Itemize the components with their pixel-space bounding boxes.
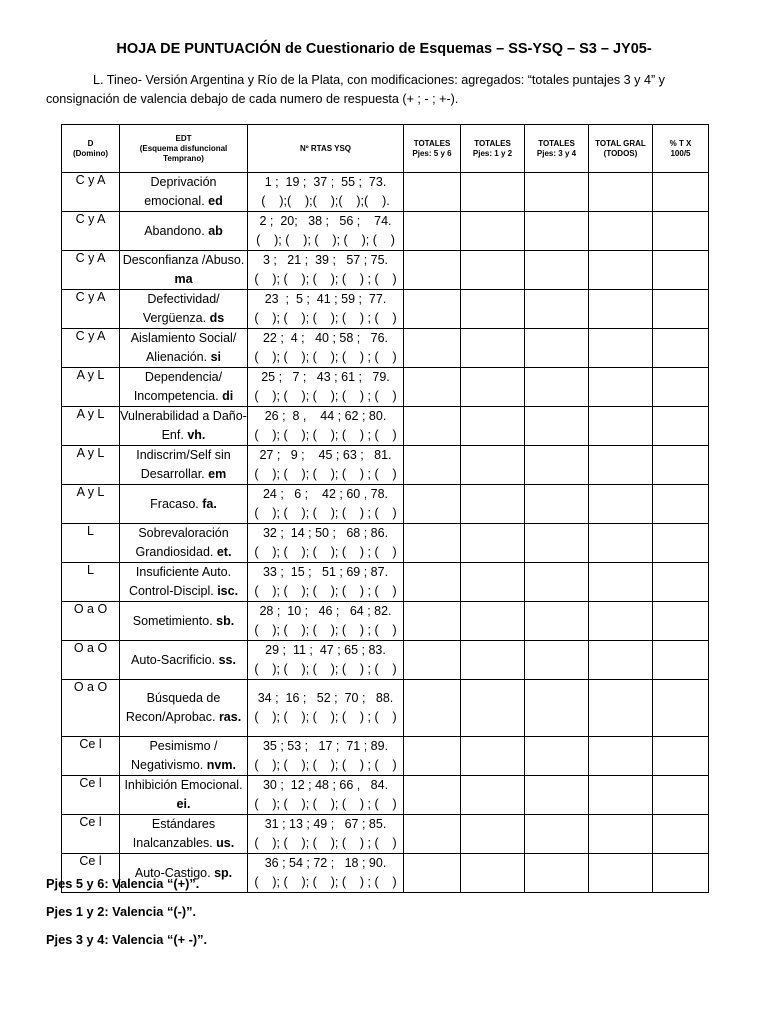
domain-cell: C y A (62, 173, 120, 212)
table-row (62, 368, 709, 407)
total-gral-cell[interactable] (589, 485, 653, 524)
valence-blanks[interactable]: ( ); ( ); ( ); ( ) ; ( ) (254, 272, 397, 286)
schema-abbr: ras. (218, 710, 242, 724)
header-totales-1-2: TOTALES Pjes: 1 y 2 (461, 125, 525, 173)
percent-cell[interactable] (653, 602, 709, 641)
response-numbers: 25 ; 7 ; 43 ; 61 ; 79. (261, 370, 390, 384)
schema-abbr: ds (209, 311, 225, 325)
schema-cell (120, 485, 248, 524)
total-1-2-cell[interactable] (461, 251, 525, 290)
table-row (62, 212, 709, 251)
responses-cell (248, 854, 404, 893)
total-gral-cell[interactable] (589, 680, 653, 737)
total-5-6-cell[interactable] (404, 251, 461, 290)
total-3-4-cell[interactable] (525, 368, 589, 407)
response-numbers: 34 ; 16 ; 52 ; 70 ; 88. (257, 691, 394, 705)
table-row (62, 524, 709, 563)
percent-cell[interactable] (653, 524, 709, 563)
total-3-4-cell[interactable] (525, 446, 589, 485)
response-numbers: 35 ; 53 ; 17 ; 71 ; 89. (262, 739, 389, 753)
responses-cell (248, 641, 404, 680)
total-3-4-cell[interactable] (525, 680, 589, 737)
schema-cell (120, 368, 248, 407)
schema-name: Abandono. (144, 223, 205, 238)
table-row (62, 602, 709, 641)
schema-abbr: em (208, 467, 227, 481)
total-5-6-cell[interactable] (404, 290, 461, 329)
table-row (62, 173, 709, 212)
response-numbers: 24 ; 6 ; 42 ; 60 , 78. (262, 487, 389, 501)
schema-abbr: di (222, 389, 234, 403)
total-gral-cell[interactable] (589, 290, 653, 329)
total-3-4-cell[interactable] (525, 485, 589, 524)
total-5-6-cell[interactable] (404, 854, 461, 893)
total-5-6-cell[interactable] (404, 602, 461, 641)
responses-cell (248, 251, 404, 290)
responses-cell (248, 737, 404, 776)
schema-name: Pesimismo / Negativismo. (131, 739, 218, 772)
schema-cell (120, 641, 248, 680)
total-3-4-cell[interactable] (525, 776, 589, 815)
domain-cell: C y A (62, 212, 120, 251)
total-3-4-cell[interactable] (525, 563, 589, 602)
total-3-4-cell[interactable] (525, 602, 589, 641)
total-1-2-cell[interactable] (461, 737, 525, 776)
responses-cell (248, 680, 404, 737)
valence-blanks[interactable]: ( ); ( ); ( ); ( ) ; ( ) (254, 350, 397, 364)
percent-cell[interactable] (653, 173, 709, 212)
schema-cell (120, 737, 248, 776)
total-5-6-cell[interactable] (404, 446, 461, 485)
schema-name: Desconfianza /Abuso. (122, 253, 245, 267)
schema-cell (120, 446, 248, 485)
total-5-6-cell[interactable] (404, 776, 461, 815)
schema-cell (120, 212, 248, 251)
response-numbers: 22 ; 4 ; 40 ; 58 ; 76. (262, 331, 389, 345)
responses-cell (248, 407, 404, 446)
response-numbers: 3 ; 21 ; 39 ; 57 ; 75. (262, 253, 389, 267)
percent-cell[interactable] (653, 641, 709, 680)
schema-cell (120, 407, 248, 446)
table-row (62, 737, 709, 776)
total-5-6-cell[interactable] (404, 563, 461, 602)
valence-blanks[interactable]: ( );( );( );( );( ). (261, 194, 390, 208)
schema-name: Inhibición Emocional. (124, 778, 243, 792)
domain-cell: O a O (62, 641, 120, 680)
schema-name: Indiscrim/Self sin Desarrollar. (136, 448, 231, 481)
domain-cell: C y A (62, 251, 120, 290)
valence-blanks[interactable]: ( ); ( ); ( ); ( ) ; ( ) (254, 428, 397, 442)
total-gral-cell[interactable] (589, 212, 653, 251)
schema-cell (120, 815, 248, 854)
schema-abbr: ei. (176, 797, 191, 811)
intro-paragraph: L. Tineo- Versión Argentina y Río de la Plata, con modificaciones: agregados: “totales puntajes 3 y 4” y consignación de valencia debajo de cada numero de respuesta (+ ; - ; +-). (46, 73, 665, 106)
total-gral-cell[interactable] (589, 524, 653, 563)
domain-cell: C y A (62, 290, 120, 329)
table-row (62, 407, 709, 446)
percent-cell[interactable] (653, 815, 709, 854)
schema-abbr: sp. (214, 865, 233, 880)
table-row (62, 329, 709, 368)
total-5-6-cell[interactable] (404, 212, 461, 251)
total-5-6-cell[interactable] (404, 641, 461, 680)
percent-cell[interactable] (653, 329, 709, 368)
table-row (62, 776, 709, 815)
responses-cell (248, 212, 404, 251)
percent-cell[interactable] (653, 563, 709, 602)
response-numbers: 32 ; 14 ; 50 ; 68 ; 86. (262, 526, 389, 540)
total-1-2-cell[interactable] (461, 368, 525, 407)
total-1-2-cell[interactable] (461, 524, 525, 563)
total-5-6-cell[interactable] (404, 485, 461, 524)
header-percent: % T X 100/5 (653, 125, 709, 173)
responses-cell (248, 173, 404, 212)
total-3-4-cell[interactable] (525, 251, 589, 290)
schema-abbr: vh. (187, 428, 206, 442)
table-row (62, 290, 709, 329)
responses-cell (248, 524, 404, 563)
domain-cell: Ce l (62, 815, 120, 854)
response-numbers: 1 ; 19 ; 37 ; 55 ; 73. (264, 175, 387, 189)
valence-blanks[interactable]: ( ); ( ); ( ); ( ) ; ( ) (254, 467, 397, 481)
header-edt: EDT (Esquema disfuncional Temprano) (120, 125, 248, 173)
total-1-2-cell[interactable] (461, 641, 525, 680)
total-1-2-cell[interactable] (461, 854, 525, 893)
responses-cell (248, 485, 404, 524)
table-row (62, 815, 709, 854)
header-total-gral: TOTAL GRAL (TODOS) (589, 125, 653, 173)
total-3-4-cell[interactable] (525, 524, 589, 563)
domain-cell: A y L (62, 446, 120, 485)
total-5-6-cell[interactable] (404, 329, 461, 368)
response-numbers: 29 ; 11 ; 47 ; 65 ; 83. (265, 643, 386, 657)
schema-cell (120, 680, 248, 737)
total-3-4-cell[interactable] (525, 290, 589, 329)
domain-cell: A y L (62, 485, 120, 524)
schema-abbr: ed (208, 194, 223, 208)
percent-cell[interactable] (653, 737, 709, 776)
total-gral-cell[interactable] (589, 329, 653, 368)
schema-name: Auto-Sacrificio. (131, 652, 216, 667)
response-numbers: 36 ; 54 ; 72 ; 18 ; 90. (264, 856, 387, 870)
total-5-6-cell[interactable] (404, 407, 461, 446)
total-gral-cell[interactable] (589, 368, 653, 407)
valence-blanks[interactable]: ( ); ( ); ( ); ( ) ; ( ) (254, 758, 397, 772)
total-1-2-cell[interactable] (461, 815, 525, 854)
response-numbers: 31 ; 13 ; 49 ; 67 ; 85. (264, 817, 387, 831)
total-gral-cell[interactable] (589, 563, 653, 602)
valence-blanks[interactable]: ( ); ( ); ( ); ( ) ; ( ) (254, 797, 397, 811)
schema-name: Auto-Castigo. (134, 865, 211, 880)
domain-cell: Ce l (62, 737, 120, 776)
total-gral-cell[interactable] (589, 737, 653, 776)
schema-abbr: et. (216, 545, 232, 559)
schema-name: Vulnerabilidad a Daño- Enf. (120, 409, 247, 442)
total-5-6-cell[interactable] (404, 368, 461, 407)
schema-cell (120, 776, 248, 815)
domain-cell: O a O (62, 602, 120, 641)
percent-cell[interactable] (653, 776, 709, 815)
domain-cell: Ce l (62, 854, 120, 893)
total-1-2-cell[interactable] (461, 680, 525, 737)
valence-blanks[interactable]: ( ); ( ); ( ); ( ); ( ) (256, 233, 395, 247)
total-gral-cell[interactable] (589, 407, 653, 446)
percent-cell[interactable] (653, 485, 709, 524)
total-5-6-cell[interactable] (404, 815, 461, 854)
total-1-2-cell[interactable] (461, 212, 525, 251)
schema-abbr: ss. (218, 652, 236, 667)
total-gral-cell[interactable] (589, 446, 653, 485)
total-3-4-cell[interactable] (525, 854, 589, 893)
schema-abbr: ab (208, 223, 223, 238)
total-1-2-cell[interactable] (461, 563, 525, 602)
total-5-6-cell[interactable] (404, 680, 461, 737)
score-table (61, 124, 709, 893)
response-numbers: 27 ; 9 ; 45 ; 63 ; 81. (259, 448, 392, 462)
responses-cell (248, 815, 404, 854)
header-rtas: Nº RTAS YSQ (248, 125, 404, 173)
domain-cell: Ce l (62, 776, 120, 815)
total-3-4-cell[interactable] (525, 329, 589, 368)
total-1-2-cell[interactable] (461, 446, 525, 485)
schema-name: Fracaso. (150, 496, 199, 511)
total-gral-cell[interactable] (589, 251, 653, 290)
total-gral-cell[interactable] (589, 776, 653, 815)
table-row (62, 680, 709, 737)
valence-blanks[interactable]: ( ); ( ); ( ); ( ) ; ( ) (254, 662, 397, 676)
schema-name: Deprivación emocional. (144, 175, 217, 208)
schema-name: Aislamiento Social/ Alienación. (130, 331, 237, 364)
table-row (62, 446, 709, 485)
responses-cell (248, 290, 404, 329)
schema-abbr: isc. (217, 584, 239, 598)
domain-cell: L (62, 524, 120, 563)
schema-abbr: us. (216, 836, 235, 850)
schema-cell (120, 563, 248, 602)
schema-name: Estándares Inalcanzables. (132, 817, 216, 850)
schema-cell (120, 251, 248, 290)
note-pjes-3-4: Pjes 3 y 4: Valencia “(+ -)”. (46, 932, 208, 947)
schema-name: Defectividad/ Vergüenza. (142, 292, 220, 325)
total-3-4-cell[interactable] (525, 212, 589, 251)
valence-blanks[interactable]: ( ); ( ); ( ); ( ) ; ( ) (254, 389, 397, 403)
responses-cell (248, 368, 404, 407)
schema-name: Dependencia/ Incompetencia. (133, 370, 223, 403)
schema-abbr: ma (174, 272, 193, 286)
page-title: HOJA DE PUNTUACIÓN de Cuestionario de Esquemas – SS-YSQ – S3 – JY05- (116, 41, 652, 57)
responses-cell (248, 602, 404, 641)
valence-blanks[interactable]: ( ); ( ); ( ); ( ) ; ( ) (254, 875, 397, 889)
total-3-4-cell[interactable] (525, 815, 589, 854)
note-pjes-1-2: Pjes 1 y 2: Valencia “(-)”. (46, 904, 197, 919)
responses-cell (248, 563, 404, 602)
header-domain: D (Domino) (62, 125, 120, 173)
valence-blanks[interactable]: ( ); ( ); ( ); ( ) ; ( ) (254, 623, 397, 637)
schema-name: Sometimiento. (132, 613, 213, 628)
schema-cell (120, 290, 248, 329)
total-1-2-cell[interactable] (461, 173, 525, 212)
domain-cell: A y L (62, 407, 120, 446)
valence-blanks[interactable]: ( ); ( ); ( ); ( ) ; ( ) (254, 836, 397, 850)
table-header-row (62, 125, 709, 173)
response-numbers: 2 ; 20; 38 ; 56 ; 74. (259, 214, 392, 228)
schema-abbr: nvm. (206, 758, 236, 772)
table-row (62, 563, 709, 602)
percent-cell[interactable] (653, 407, 709, 446)
total-1-2-cell[interactable] (461, 290, 525, 329)
total-3-4-cell[interactable] (525, 641, 589, 680)
percent-cell[interactable] (653, 680, 709, 737)
schema-cell (120, 173, 248, 212)
total-5-6-cell[interactable] (404, 173, 461, 212)
percent-cell[interactable] (653, 368, 709, 407)
total-1-2-cell[interactable] (461, 407, 525, 446)
valence-blanks[interactable]: ( ); ( ); ( ); ( ) ; ( ) (254, 545, 397, 559)
total-3-4-cell[interactable] (525, 737, 589, 776)
total-1-2-cell[interactable] (461, 485, 525, 524)
total-gral-cell[interactable] (589, 854, 653, 893)
domain-cell: O a O (62, 680, 120, 737)
percent-cell[interactable] (653, 251, 709, 290)
schema-abbr: si (210, 350, 222, 364)
total-1-2-cell[interactable] (461, 776, 525, 815)
domain-cell: C y A (62, 329, 120, 368)
total-3-4-cell[interactable] (525, 173, 589, 212)
response-numbers: 23 ; 5 ; 41 ; 59 ; 77. (264, 292, 387, 306)
percent-cell[interactable] (653, 290, 709, 329)
response-numbers: 28 ; 10 ; 46 ; 64 ; 82. (259, 604, 392, 618)
percent-cell[interactable] (653, 212, 709, 251)
note-pjes-5-6: Pjes 5 y 6: Valencia “(+)”. (46, 876, 200, 891)
schema-name: Sobrevaloración Grandiosidad. (135, 526, 229, 559)
total-5-6-cell[interactable] (404, 737, 461, 776)
schema-name: Insuficiente Auto. Control-Discipl. (128, 565, 232, 598)
valence-blanks[interactable]: ( ); ( ); ( ); ( ) ; ( ) (254, 506, 397, 520)
total-5-6-cell[interactable] (404, 524, 461, 563)
valence-blanks[interactable]: ( ); ( ); ( ); ( ) ; ( ) (254, 311, 397, 325)
valence-blanks[interactable]: ( ); ( ); ( ); ( ) ; ( ) (254, 710, 397, 724)
response-numbers: 30 ; 12 ; 48 ; 66 , 84. (262, 778, 389, 792)
schema-cell (120, 329, 248, 368)
total-gral-cell[interactable] (589, 173, 653, 212)
total-1-2-cell[interactable] (461, 329, 525, 368)
valence-blanks[interactable]: ( ); ( ); ( ); ( ) ; ( ) (254, 584, 397, 598)
responses-cell (248, 329, 404, 368)
domain-cell: A y L (62, 368, 120, 407)
table-row (62, 485, 709, 524)
total-gral-cell[interactable] (589, 641, 653, 680)
response-numbers: 26 ; 8 , 44 ; 62 ; 80. (264, 409, 387, 423)
schema-cell (120, 524, 248, 563)
response-numbers: 33 ; 15 ; 51 ; 69 ; 87. (262, 565, 389, 579)
schema-cell (120, 602, 248, 641)
domain-cell: L (62, 563, 120, 602)
total-gral-cell[interactable] (589, 815, 653, 854)
schema-abbr: fa. (202, 496, 217, 511)
schema-abbr: sb. (216, 613, 235, 628)
responses-cell (248, 446, 404, 485)
table-row (62, 251, 709, 290)
table-row (62, 641, 709, 680)
schema-name: Búsqueda de Recon/Aprobac. (125, 691, 221, 724)
responses-cell (248, 776, 404, 815)
total-gral-cell[interactable] (589, 602, 653, 641)
percent-cell[interactable] (653, 854, 709, 893)
total-3-4-cell[interactable] (525, 407, 589, 446)
percent-cell[interactable] (653, 446, 709, 485)
header-totales-5-6: TOTALES Pjes: 5 y 6 (404, 125, 461, 173)
total-1-2-cell[interactable] (461, 602, 525, 641)
header-totales-3-4: TOTALES Pjes: 3 y 4 (525, 125, 589, 173)
